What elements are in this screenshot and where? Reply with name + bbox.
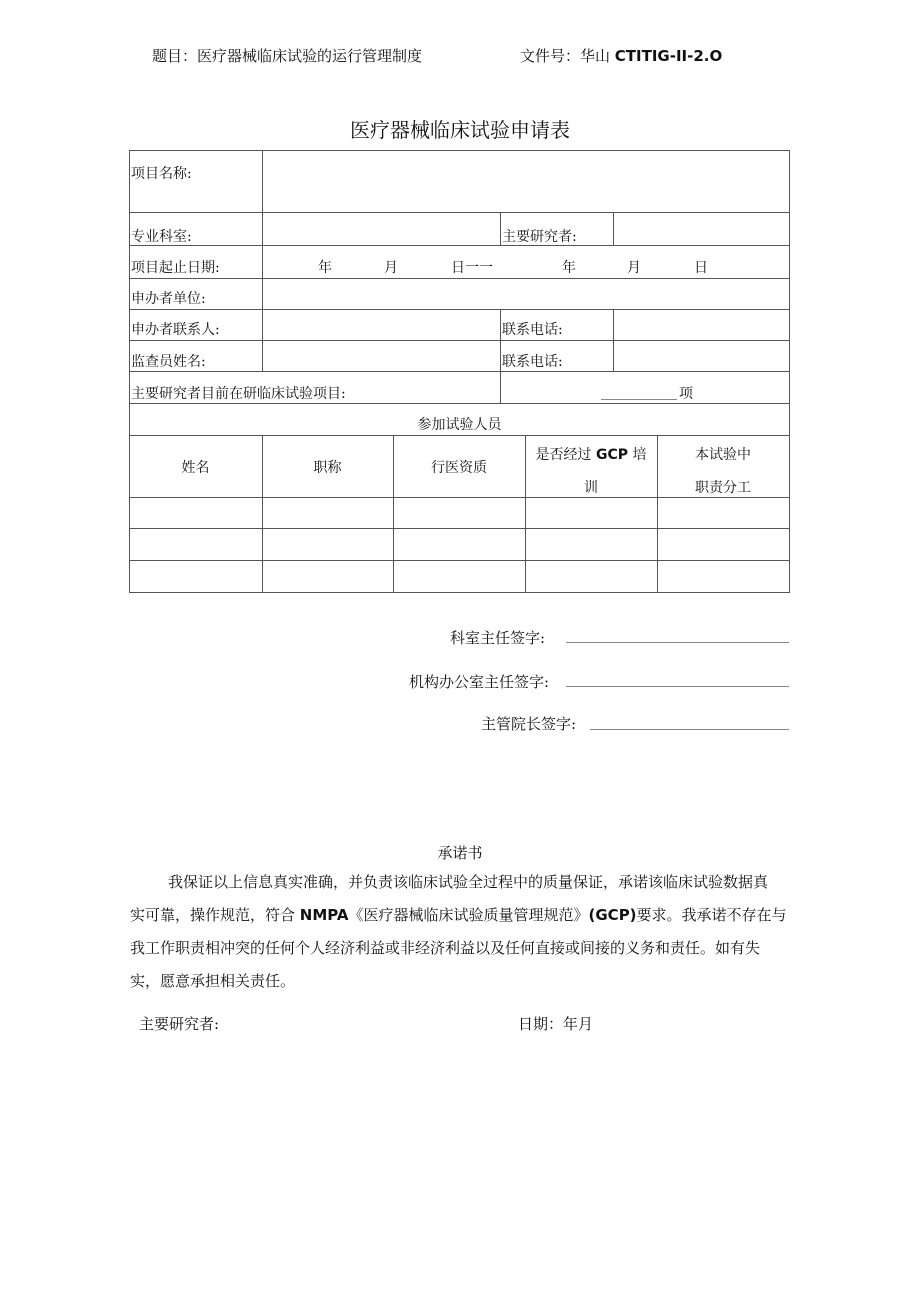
period-label: 项目起止日期: <box>131 260 220 276</box>
personnel-name-cell[interactable] <box>130 498 261 527</box>
pledge-body <box>130 866 790 998</box>
personnel-role-cell[interactable] <box>658 529 788 559</box>
table-line <box>129 403 790 404</box>
ongoing-trials-field[interactable] <box>601 399 677 400</box>
pledge-line-4: 实，愿意承担相关责任。 <box>130 972 296 990</box>
personnel-role-cell[interactable] <box>658 498 788 527</box>
table-line <box>129 435 790 436</box>
pi-signature-label: 主要研究者: <box>139 1015 220 1033</box>
dept-head-signature-line[interactable] <box>566 642 789 643</box>
personnel-name-cell[interactable] <box>130 561 261 591</box>
vp-signature-label: 主管院长签字: <box>481 715 577 733</box>
sponsor-phone-label: 联系电话: <box>502 322 563 338</box>
pi-label: 主要研究者: <box>502 229 577 245</box>
project-name-field[interactable] <box>264 151 788 211</box>
pledge-date-label: 日期：年月 <box>518 1015 594 1033</box>
table-line <box>613 309 614 371</box>
end-month: 月 <box>627 260 641 276</box>
table-line <box>613 212 614 245</box>
document-number <box>520 45 722 66</box>
document-number-value: CTITIG-II-2.O <box>614 47 723 65</box>
pledge-line-1: 我保证以上信息真实准确，并负责该临床试验全过程中的质量保证，承诺该临床试验数据真 <box>168 873 769 891</box>
start-year: 年 <box>318 260 332 276</box>
start-day: 日一一 <box>451 260 493 276</box>
pledge-title: 承诺书 <box>437 844 483 862</box>
monitor-label: 监查员姓名: <box>131 354 206 370</box>
personnel-section-title: 参加试验人员 <box>417 417 502 433</box>
personnel-license-cell[interactable] <box>394 498 524 527</box>
start-month: 月 <box>384 260 398 276</box>
pledge-line-2 <box>130 899 790 932</box>
gcp-abbr: GCP <box>595 447 629 463</box>
personnel-title-cell[interactable] <box>263 529 392 559</box>
table-line <box>129 371 790 372</box>
table-line <box>262 150 263 371</box>
table-line <box>129 592 790 593</box>
dept-head-signature-label: 科室主任签字: <box>450 629 546 647</box>
sponsor-contact-label: 申办者联系人: <box>131 322 220 338</box>
department-field[interactable] <box>264 213 499 244</box>
col-header-gcp-line2: 训 <box>584 480 598 496</box>
vp-signature-line[interactable] <box>590 729 789 730</box>
personnel-gcp-cell[interactable] <box>526 529 656 559</box>
office-head-signature-label: 机构办公室主任签字: <box>409 673 550 691</box>
table-line <box>500 309 501 371</box>
col-header-license: 行医资质 <box>431 460 487 476</box>
department-label: 专业科室: <box>131 229 192 245</box>
office-head-signature-line[interactable] <box>566 686 789 687</box>
monitor-field[interactable] <box>264 341 499 370</box>
personnel-license-cell[interactable] <box>394 529 524 559</box>
pledge-regulation: 《医疗器械临床试验质量管理规范》 <box>348 906 589 924</box>
personnel-gcp-cell[interactable] <box>526 498 656 527</box>
pledge-line-3: 我工作职责相冲突的任何个人经济利益或非经济利益以及任何直接或间接的义务和责任。如有失 <box>130 939 761 957</box>
monitor-phone-label: 联系电话: <box>502 354 563 370</box>
table-line <box>500 212 501 245</box>
table-line <box>129 245 790 246</box>
end-year: 年 <box>562 260 576 276</box>
col-header-role: 本试验中 <box>695 447 751 463</box>
sponsor-contact-field[interactable] <box>264 310 499 339</box>
personnel-name-cell[interactable] <box>130 529 261 559</box>
personnel-license-cell[interactable] <box>394 561 524 591</box>
monitor-phone-field[interactable] <box>615 341 788 370</box>
pledge-text: 实可靠，操作规范，符合 <box>130 906 300 924</box>
table-line <box>789 150 790 592</box>
gcp-text: 是否经过 <box>535 447 596 463</box>
table-line <box>500 371 501 403</box>
col-header-title: 职称 <box>313 460 342 476</box>
personnel-title-cell[interactable] <box>263 498 392 527</box>
sponsor-label: 申办者单位: <box>131 291 206 307</box>
ongoing-trials-unit: 项 <box>679 386 693 402</box>
pi-field[interactable] <box>615 213 788 244</box>
form-title: 医疗器械临床试验申请表 <box>350 118 570 142</box>
col-header-role-line2: 职责分工 <box>695 480 751 496</box>
ongoing-trials-label: 主要研究者目前在研临床试验项目: <box>131 386 346 402</box>
pledge-gcp: (GCP) <box>588 906 637 924</box>
personnel-title-cell[interactable] <box>263 561 392 591</box>
sponsor-field[interactable] <box>264 279 788 308</box>
document-subject: 题目：医疗器械临床试验的运行管理制度 <box>152 47 423 65</box>
col-header-gcp <box>525 444 657 464</box>
col-header-name: 姓名 <box>181 460 210 476</box>
sponsor-phone-field[interactable] <box>615 310 788 339</box>
end-day: 日 <box>694 260 708 276</box>
pledge-text: 要求。我承诺不存在与 <box>636 906 787 924</box>
pledge-nmpa: NMPA <box>299 906 349 924</box>
personnel-gcp-cell[interactable] <box>526 561 656 591</box>
document-number-label: 文件号：华山 <box>520 47 615 65</box>
personnel-role-cell[interactable] <box>658 561 788 591</box>
project-name-label: 项目名称: <box>131 166 192 182</box>
gcp-text: 培 <box>628 447 647 463</box>
